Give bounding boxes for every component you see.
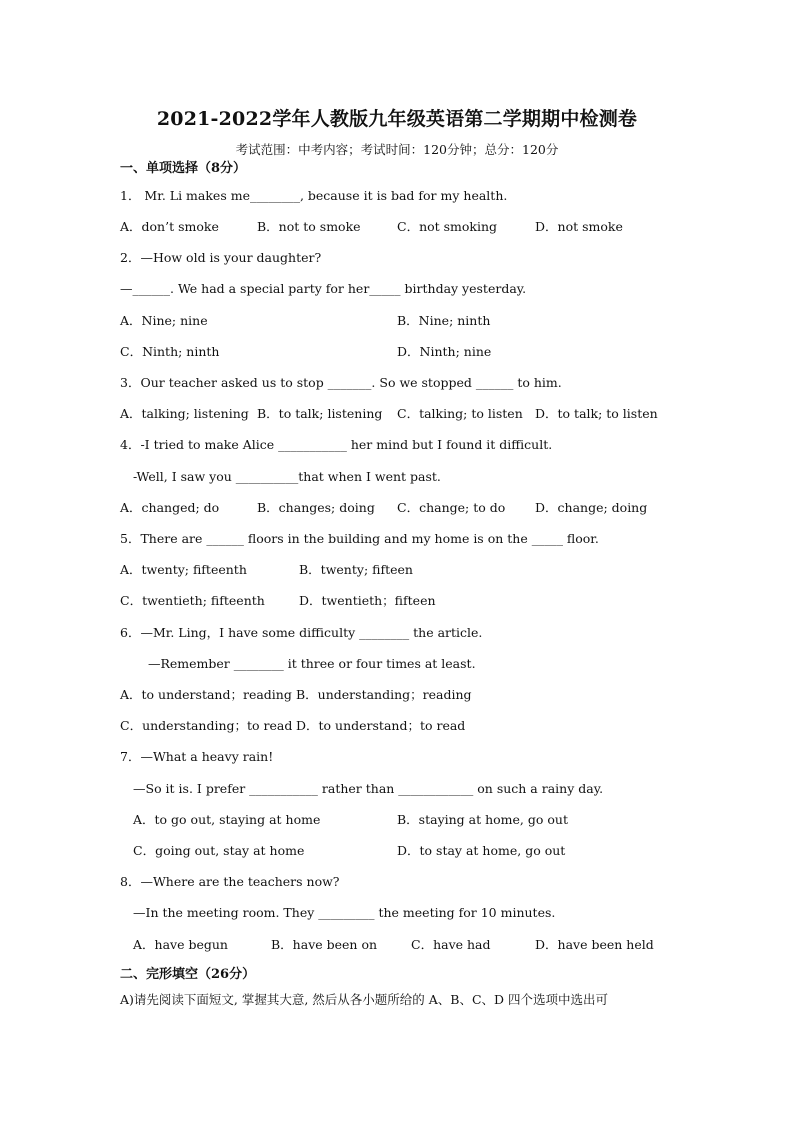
section-heading-cloze: 二、完形填空（26分） bbox=[120, 967, 256, 982]
question-3-option-b: B．to talk; listening bbox=[257, 406, 383, 421]
question-3-option-a: A．talking; listening bbox=[120, 406, 249, 421]
question-2-stem-reply: —______. We had a special party for her_____ birthday yesterday. bbox=[120, 281, 527, 296]
question-4-option-b: B．changes; doing bbox=[257, 500, 375, 515]
question-6-option-c: C．understanding；to read bbox=[120, 718, 293, 733]
question-1-option-d: D．not smoke bbox=[535, 219, 623, 234]
question-2-option-d: D．Ninth; nine bbox=[397, 344, 492, 359]
question-6-option-d: D．to understand；to read bbox=[296, 718, 466, 733]
page-title: 2021-2022学年人教版九年级英语第二学期期中检测卷 bbox=[156, 108, 638, 130]
question-2-option-a: A．Nine; nine bbox=[120, 313, 208, 328]
question-4-stem-reply: -Well, I saw you __________that when I went past. bbox=[133, 469, 441, 484]
question-3-option-d: D．to talk; to listen bbox=[535, 406, 658, 421]
question-1-option-c: C．not smoking bbox=[397, 219, 498, 234]
question-4-option-d: D．change; doing bbox=[535, 500, 648, 515]
question-8-stem-reply: —In the meeting room. They _________ the meeting for 10 minutes. bbox=[133, 905, 556, 920]
question-2-option-b: B．Nine; ninth bbox=[397, 313, 491, 328]
question-3-stem: 3．Our teacher asked us to stop _______. So we stopped ______ to him. bbox=[120, 375, 562, 390]
question-1-option-a: A．don’t smoke bbox=[120, 219, 219, 234]
question-5-stem: 5．There are ______ floors in the building and my home is on the _____ floor. bbox=[120, 531, 599, 546]
question-8-option-a: A．have begun bbox=[133, 937, 228, 952]
question-7-stem-reply: —So it is. I prefer ___________ rather than ____________ on such a rainy day. bbox=[133, 781, 604, 796]
question-6-stem: 6．—Mr. Ling，I have some difficulty ________ the article. bbox=[120, 625, 483, 640]
question-2-option-c: C．Ninth; ninth bbox=[120, 344, 220, 359]
question-8-stem: 8．—Where are the teachers now? bbox=[120, 874, 340, 889]
question-7-option-a: A．to go out, staying at home bbox=[133, 812, 321, 827]
question-6-option-b: B．understanding；reading bbox=[296, 687, 472, 702]
question-5-option-b: B．twenty; fifteen bbox=[299, 562, 413, 577]
question-4-option-a: A．changed; do bbox=[120, 500, 220, 515]
question-2-stem: 2．—How old is your daughter? bbox=[120, 250, 322, 265]
question-7-option-d: D．to stay at home, go out bbox=[397, 843, 566, 858]
cloze-instructions: A)请先阅读下面短文, 掌握其大意, 然后从各小题所给的 A、B、C、D 四个选项中选出可 bbox=[120, 992, 609, 1007]
question-4-stem: 4．-I tried to make Alice ___________ her mind but I found it difficult. bbox=[120, 437, 553, 452]
question-4-option-c: C．change; to do bbox=[397, 500, 506, 515]
question-7-option-b: B．staying at home, go out bbox=[397, 812, 568, 827]
question-1-stem: 1． Mr. Li makes me________, because it is bad for my health. bbox=[120, 188, 508, 203]
section-heading-single-choice: 一、单项选择（8分） bbox=[120, 161, 247, 176]
question-8-option-b: B．have been on bbox=[271, 937, 378, 952]
question-5-option-a: A．twenty; fifteenth bbox=[120, 562, 247, 577]
question-3-option-c: C．talking; to listen bbox=[397, 406, 523, 421]
question-7-stem: 7．—What a heavy rain! bbox=[120, 749, 274, 764]
question-8-option-d: D．have been held bbox=[535, 937, 654, 952]
question-5-option-d: D．twentieth；fifteen bbox=[299, 593, 436, 608]
question-7-option-c: C．going out, stay at home bbox=[133, 843, 305, 858]
question-1-option-b: B．not to smoke bbox=[257, 219, 361, 234]
exam-info: 考试范围：中考内容；考试时间：120分钟；总分：120分 bbox=[235, 142, 559, 157]
question-6-stem-reply: —Remember ________ it three or four times at least. bbox=[148, 656, 476, 671]
question-6-option-a: A．to understand；reading bbox=[120, 687, 292, 702]
question-5-option-c: C．twentieth; fifteenth bbox=[120, 593, 265, 608]
question-8-option-c: C．have had bbox=[411, 937, 491, 952]
